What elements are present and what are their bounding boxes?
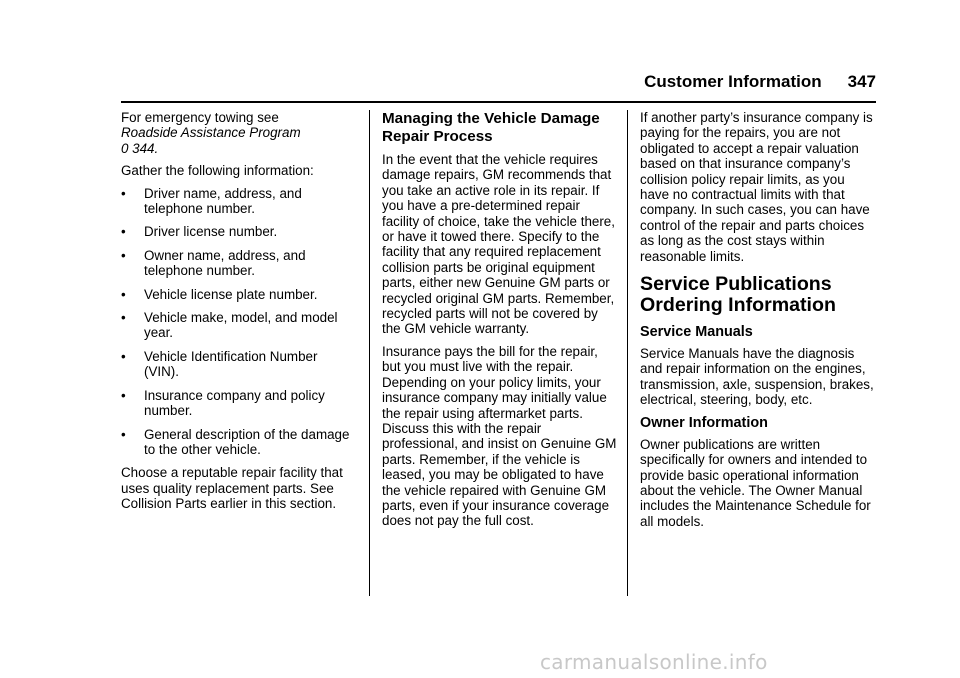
column-left	[121, 110, 353, 519]
column-divider-1	[369, 110, 370, 596]
column-divider-2	[627, 110, 628, 596]
insurance-paragraph: If another party’s insurance company is paying for the repairs, you are not obligated to accept a repair valuation based on that insurance company’s collision policy repair limits, as you have no contractual limits with that company. In such cases, you can have control of the repair and parts choices as long as the cost stays within reasonable limits.	[640, 110, 873, 264]
page-reference[interactable]: 0 344.	[121, 140, 159, 156]
section-title: Customer Information	[644, 72, 822, 91]
owner-information-text: Owner publications are written specifically for owners and intended to provide basic operational information about the vehicle. The Owner Manual includes the Maintenance Schedule for all models.	[640, 436, 871, 529]
repair-paragraph-1: In the event that the vehicle requires damage repairs, GM recommends that you take an active role in its repair. If you have a pre-determined repair facility of choice, take the vehicle there, or have it towed there. Specify to the facility that any required replacement collision parts be original equipment parts, either new Genuine GM parts or recycled original GM parts. Remember, recycled parts will not be covered by the GM vehicle warranty.	[382, 152, 615, 337]
service-manuals-heading: Service Manuals	[640, 324, 753, 341]
watermark: carmanualsonline.info	[540, 650, 768, 674]
towing-paragraph	[121, 110, 353, 156]
service-manuals-text: Service Manuals have the diagnosis and repair information on the engines, transmission, axle, suspension, brakes, electrical, steering, body, etc.	[640, 346, 874, 408]
bullet-icon: •	[121, 224, 126, 240]
bullet-icon: •	[121, 247, 126, 263]
list-item: • General description of the damage to the other vehicle.	[121, 426, 350, 457]
service-publications-heading: Service Publications Ordering Information	[640, 273, 836, 317]
list-item: • Vehicle make, model, and model year.	[121, 310, 338, 341]
bullet-icon: •	[121, 310, 126, 326]
header-rule	[121, 101, 876, 103]
closing-paragraph: Choose a reputable repair facility that uses quality replacement parts. See Collision Parts earlier in this section.	[121, 465, 343, 512]
roadside-link[interactable]: Roadside Assistance Program	[121, 125, 301, 141]
column-right	[640, 110, 876, 536]
towing-intro: For emergency towing see	[121, 110, 279, 125]
info-list	[121, 186, 353, 458]
bullet-icon: •	[121, 426, 126, 442]
column-middle	[382, 110, 617, 536]
gather-text: Gather the following information:	[121, 163, 314, 179]
page-number: 347	[847, 72, 876, 91]
bullet-icon: •	[121, 348, 126, 364]
list-item: • Insurance company and policy number.	[121, 387, 325, 419]
owner-information-heading: Owner Information	[640, 414, 768, 431]
repair-paragraph-2: Insurance pays the bill for the repair, but you must live with the repair. Depending on your policy limits, your insurance company may initially value the repair using aftermarket parts. Discuss this with the repair professional, and insist on Genuine GM parts. Remember, if the vehicle is leased, you may be obligated to have the vehicle repaired with Genuine GM parts, even if your insurance coverage does not pay the full cost.	[382, 343, 617, 529]
bullet-icon: •	[121, 387, 126, 403]
list-item: • Owner name, address, and telephone number.	[121, 247, 306, 279]
repair-process-heading: Managing the Vehicle Damage Repair Process	[382, 110, 600, 145]
list-item: • Vehicle Identification Number (VIN).	[121, 348, 318, 380]
list-item: • Driver license number.	[121, 224, 278, 240]
bullet-icon: •	[121, 286, 126, 302]
page-header	[632, 72, 876, 94]
list-item: • Driver name, address, and telephone number.	[121, 185, 302, 217]
bullet-icon: •	[121, 185, 126, 201]
list-item: • Vehicle license plate number.	[121, 286, 318, 302]
